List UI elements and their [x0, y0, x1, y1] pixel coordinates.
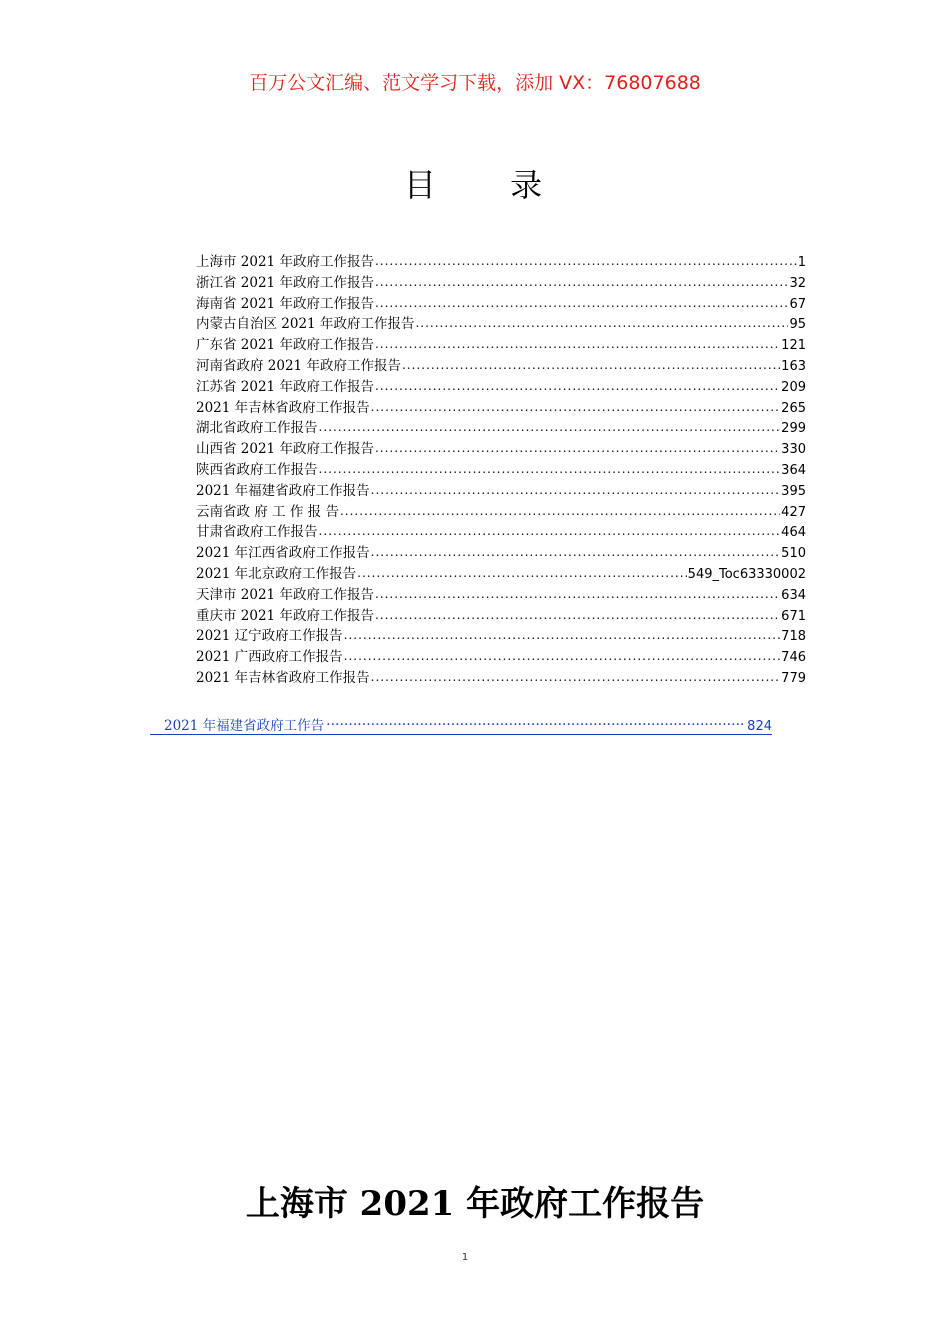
toc-entry[interactable]	[196, 416, 806, 437]
toc-leader-dots	[415, 315, 788, 329]
toc-leader-dots	[344, 648, 781, 662]
toc-entry-label: 广东省 2021 年政府工作报告	[196, 337, 374, 354]
toc-entry-page: 265	[781, 400, 806, 416]
toc-entry[interactable]	[196, 624, 806, 645]
watermark-header: 百万公文汇编、范文学习下载，添加 VX：76807688	[249, 72, 701, 94]
toc-entry[interactable]	[196, 292, 806, 313]
toc-leader-dots	[375, 253, 797, 267]
toc-entry-page: 364	[781, 462, 806, 478]
toc-entry-page: 671	[781, 608, 806, 624]
toc-entry-label: 2021 年吉林省政府工作报告	[196, 669, 370, 686]
toc-entry-page: 299	[781, 421, 806, 437]
toc-entry[interactable]	[196, 437, 806, 458]
toc-entry-page: 67	[789, 296, 806, 312]
toc-entry[interactable]	[196, 312, 806, 333]
toc-entry-page: 95	[789, 317, 806, 333]
toc-entry-page: 779	[781, 670, 806, 686]
toc-leader-dots	[319, 523, 781, 537]
toc-leader-dots	[326, 717, 745, 731]
toc-entry[interactable]	[196, 645, 806, 666]
toc-entry-label: 陕西省政府工作报告	[196, 461, 318, 478]
toc-entry[interactable]	[196, 250, 806, 271]
toc-entry-label: 浙江省 2021 年政府工作报告	[196, 274, 374, 291]
toc-entry-label: 2021 年北京政府工作报告	[196, 565, 357, 582]
toc-entry-label: 河南省政府 2021 年政府工作报告	[196, 357, 401, 374]
toc-entry[interactable]	[196, 666, 806, 687]
toc-entry-page: 395	[781, 483, 806, 499]
toc-leader-dots	[375, 440, 780, 454]
toc-entry[interactable]	[196, 458, 806, 479]
toc-title: 目 录	[403, 166, 575, 204]
toc-link-fujian[interactable]	[150, 714, 772, 735]
toc-entry-page: 209	[781, 379, 806, 395]
toc-leader-dots	[357, 564, 687, 578]
toc-entry-label: 云南省政 府 工 作 报 告	[196, 503, 339, 520]
toc-entry[interactable]	[196, 479, 806, 500]
toc-leader-dots	[319, 419, 781, 433]
toc-entry[interactable]	[196, 562, 806, 583]
toc-entry-label: 重庆市 2021 年政府工作报告	[196, 607, 374, 624]
toc-entry-label: 2021 年吉林省政府工作报告	[196, 399, 370, 416]
toc-entry-label: 山西省 2021 年政府工作报告	[196, 441, 374, 458]
section-title: 上海市 2021 年政府工作报告	[245, 1184, 705, 1224]
toc-entry-page: 464	[781, 525, 806, 541]
toc-entry[interactable]	[196, 583, 806, 604]
toc-leader-dots	[371, 544, 781, 558]
toc-entry-label: 海南省 2021 年政府工作报告	[196, 295, 374, 312]
toc-link-label: 2021 年福建省政府工作告	[164, 718, 325, 734]
toc-entry-label: 2021 广西政府工作报告	[196, 649, 343, 666]
toc-entry[interactable]	[196, 500, 806, 521]
table-of-contents	[196, 250, 806, 687]
toc-entry-page: 549_Toc63330002	[687, 566, 806, 582]
toc-entry[interactable]	[196, 333, 806, 354]
toc-leader-dots	[319, 460, 781, 474]
toc-entry[interactable]	[196, 604, 806, 625]
toc-entry-label: 天津市 2021 年政府工作报告	[196, 586, 374, 603]
toc-entry-label: 内蒙古自治区 2021 年政府工作报告	[196, 316, 415, 333]
toc-leader-dots	[375, 294, 789, 308]
toc-leader-dots	[402, 356, 780, 370]
toc-entry[interactable]	[196, 375, 806, 396]
toc-entry-page: 330	[781, 442, 806, 458]
toc-entry[interactable]	[196, 271, 806, 292]
toc-leader-dots	[344, 627, 781, 641]
toc-leader-dots	[375, 585, 780, 599]
toc-entry-page: 163	[781, 358, 806, 374]
toc-leader-dots	[371, 398, 781, 412]
toc-entry-label: 2021 年江西省政府工作报告	[196, 545, 370, 562]
toc-entry-page: 32	[789, 275, 806, 291]
toc-entry-page: 718	[781, 629, 806, 645]
toc-entry-page: 121	[781, 338, 806, 354]
toc-entry-page: 1	[797, 255, 806, 270]
toc-entry-label: 上海市 2021 年政府工作报告	[196, 254, 374, 270]
toc-entry-page: 634	[781, 587, 806, 603]
toc-entry-label: 甘肃省政府工作报告	[196, 524, 318, 541]
toc-leader-dots	[375, 377, 780, 391]
toc-entry[interactable]	[196, 354, 806, 375]
toc-leader-dots	[340, 502, 780, 516]
toc-entry-page: 510	[781, 546, 806, 562]
toc-entry-page: 427	[781, 504, 806, 520]
toc-leader-dots	[375, 336, 780, 350]
toc-entry[interactable]	[196, 541, 806, 562]
toc-entry-label: 2021 辽宁政府工作报告	[196, 628, 343, 645]
toc-leader-dots	[375, 606, 780, 620]
toc-entry-label: 2021 年福建省政府工作报告	[196, 482, 370, 499]
toc-link-page: 824	[747, 719, 772, 734]
toc-entry-page: 746	[781, 650, 806, 666]
toc-entry[interactable]	[196, 396, 806, 417]
toc-entry[interactable]	[196, 520, 806, 541]
toc-entry-label: 江苏省 2021 年政府工作报告	[196, 378, 374, 395]
toc-leader-dots	[371, 668, 781, 682]
toc-entry-label: 湖北省政府工作报告	[196, 420, 318, 437]
toc-leader-dots	[375, 273, 789, 287]
toc-leader-dots	[371, 481, 781, 495]
page-number: 1	[461, 1252, 469, 1263]
